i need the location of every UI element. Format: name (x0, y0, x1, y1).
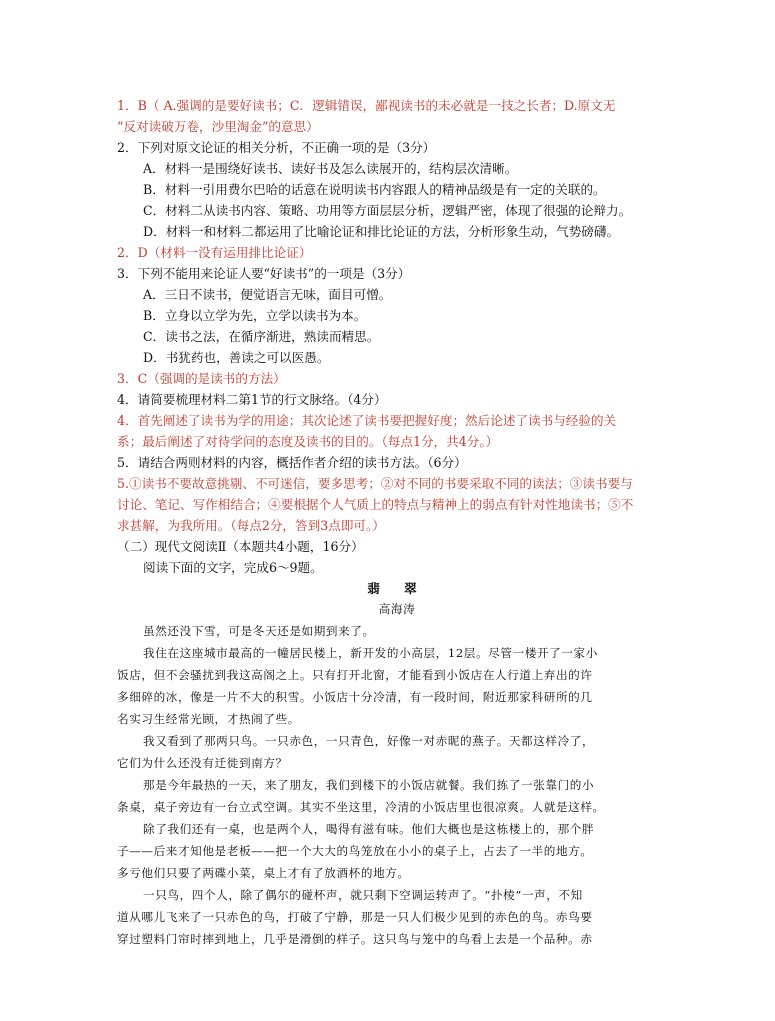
answer-5-line-3: 求甚解，为我所用。（每点2分，答到3点即可。） (117, 518, 385, 533)
answer-1-line-2: “反对读破万卷，沙里淘金”的意思） (117, 119, 319, 134)
answer-4-line-1: 4．首先阐述了读书为学的用途；其次论述了读书要把握好度；然后论述了读书与经验的关 (117, 413, 617, 428)
answer-5-line-2: 讨论、笔记、写作相结合；④要根据个人气质上的特点与精神上的弱点有针对性地读书；⑤不 (117, 497, 634, 512)
article-para-4-line-1: 那是今年最热的一天，来了朋友，我们到楼下的小饭店就餐。我们拣了一张靠门的小 (143, 778, 595, 792)
option-3c: C．读书之法，在循序渐进，熟读而精思。 (143, 329, 380, 344)
option-3d: D．书犹药也，善读之可以医愚。 (143, 350, 330, 365)
article-para-4-line-2: 条桌，桌子旁边有一台立式空调。其实不坐这里，冷清的小饭店里也很凉爽。人就是这样。 (117, 800, 605, 814)
article-para-5-line-3: 多亏他们只要了两碟小菜，桌上才有了放酒杯的地方。 (117, 866, 410, 880)
answer-1-line-1: 1．B（ A.强调的是要好读书；C．逻辑错误，鄙视读书的未必就是一技之长者；D.原文无 (117, 98, 616, 113)
question-3: 3．下列不能用来论证人要“好读书”的一项是（3分） (117, 266, 411, 281)
article-para-6-line-2: 道从哪儿飞来了一只赤色的鸟，打破了宁静，那是一只人们极少见到的赤色的鸟。赤鸟要 (117, 910, 593, 924)
article-para-6-line-3: 穿过塑料门帘时摔到地上，几乎是滑倒的样子。这只鸟与笼中的鸟看上去是一个品种。赤 (117, 932, 593, 946)
article-para-2-line-1: 我住在这座城市最高的一幢居民楼上，新开发的小高层，12层。尽管一楼开了一家小 (143, 646, 598, 660)
option-2d: D．材料一和材料二都运用了比喻论证和排比论证的方法，分析形象生动，气势磅礴。 (143, 224, 620, 239)
section-heading: （二）现代文阅读Ⅱ（本题共4小题，16分） (117, 539, 364, 554)
answer-4-line-2: 系；最后阐述了对待学问的态度及读书的目的。（每点1分，共4分。） (117, 434, 499, 449)
option-3a: A．三日不读书，便觉语言无味，面目可憎。 (143, 287, 392, 302)
article-para-5-line-2: 子——后来才知他是老板——把一个大大的鸟笼放在小小的桌子上，占去了一半的地方。 (117, 844, 593, 858)
option-2a: A．材料一是围绕好读书、读好书及怎么读展开的，结构层次清晰。 (143, 161, 518, 176)
article-para-2-line-2: 饭店，但不会骚扰到我这高阁之上。只有打开北窗，才能看到小饭店在人行道上弃出的许 (117, 668, 593, 682)
answer-3: 3．C（强调的是读书的方法） (117, 371, 286, 386)
question-4: 4．请简要梳理材料二第1节的行文脉络。（4分） (117, 392, 387, 407)
article-author: 高海涛 (378, 602, 416, 616)
article-para-1: 虽然还没下雪，可是冬天还是如期到来了。 (143, 624, 375, 638)
question-5: 5．请结合两则材料的内容，概括作者介绍的读书方法。（6分） (117, 455, 467, 470)
answer-5-line-1: 5.①读书不要故意挑剔、不可迷信，要多思考；②对不同的书要采取不同的读法；③读书要与 (117, 476, 633, 491)
article-para-6-line-1: 一只鸟，四个人，除了偶尔的碰杯声，就只剩下空调运转声了。“扑棱”一声，不知 (143, 888, 583, 902)
article-para-3-line-2: 它们为什么还没有迁徙到南方？ (117, 756, 288, 770)
answer-2: 2．D（材料一没有运用排比论证） (117, 245, 312, 260)
reading-instruction: 阅读下面的文字，完成6～9题。 (143, 560, 323, 575)
article-title: 翡 翠 (367, 581, 427, 596)
option-2c: C．材料二从读书内容、策略、功用等方面层层分析，逻辑严密，体现了很强的论辩力。 (143, 203, 632, 218)
question-2: 2．下列对原文论证的相关分析，不正确一项的是（3分） (117, 140, 436, 155)
article-para-3-line-1: 我又看到了那两只鸟。一只赤色，一只青色，好像一对赤昵的燕子。天都这样冷了， (143, 734, 595, 748)
option-2b: B．材料一引用费尔巴哈的话意在说明读书内容跟人的精神品级是有一定的关联的。 (143, 182, 606, 197)
article-para-2-line-4: 名实习生经常光顾，才热闹了些。 (117, 712, 300, 726)
article-para-2-line-3: 多细碎的冰，像是一片不大的积雪。小饭店十分冷清，有一段时间，附近那家科研所的几 (117, 690, 593, 704)
article-para-5-line-1: 除了我们还有一桌，也是两个人，喝得有滋有味。他们大概也是这栋楼上的，那个胖 (143, 822, 595, 836)
option-3b: B．立身以立学为先，立学以读书为本。 (143, 308, 367, 323)
